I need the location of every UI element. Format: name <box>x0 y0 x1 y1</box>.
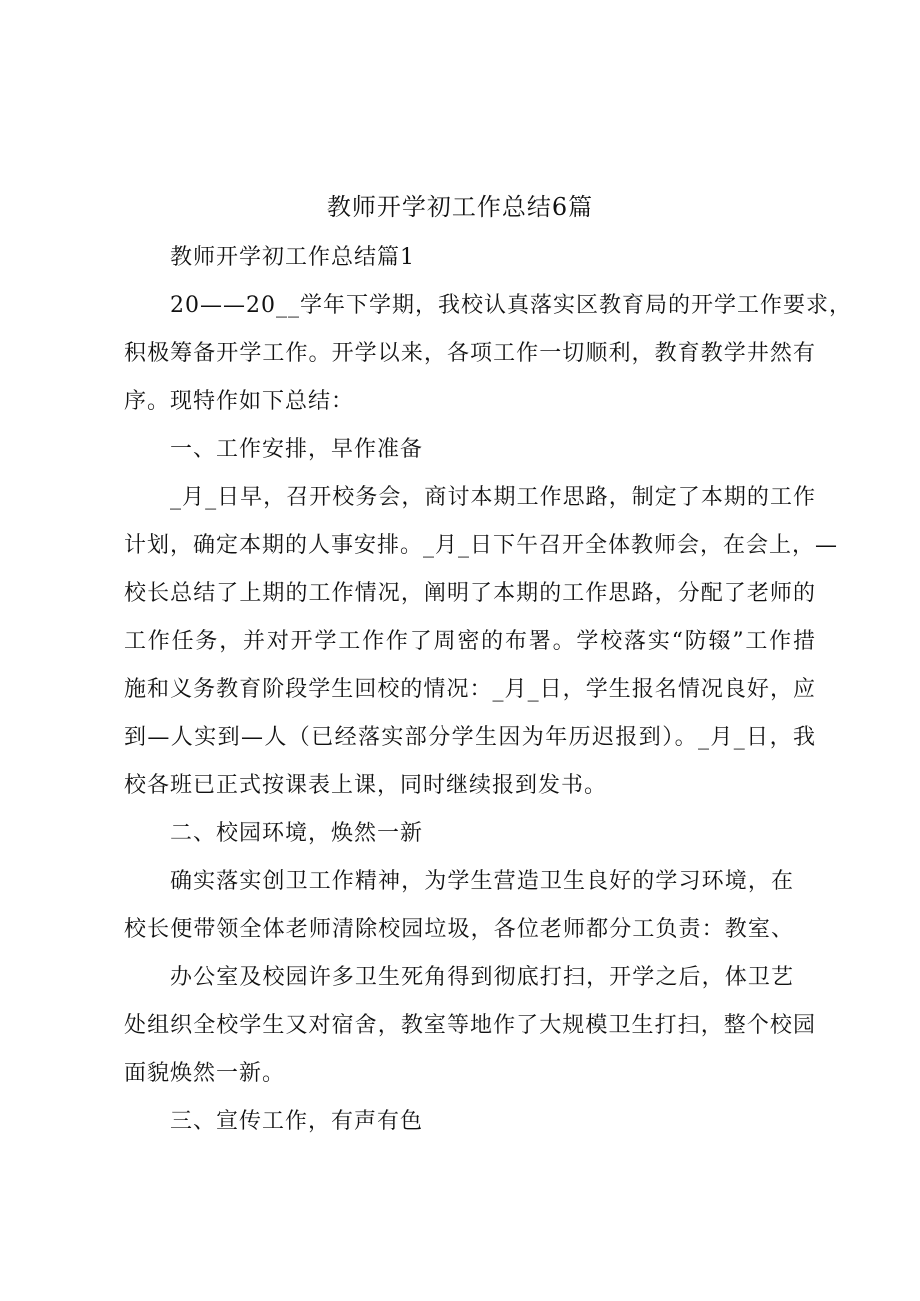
paragraph-line: _月_日早，召开校务会，商讨本期工作思路，制定了本期的工作 <box>170 485 816 510</box>
section-heading: 二、校园环境，焕然一新 <box>170 821 424 846</box>
paragraph-line: 计划，确定本期的人事安排。_月_日下午召开全体教师会，在会上，— <box>124 533 839 558</box>
paragraph-line: 到—人实到—人（已经落实部分学生因为年历迟报到）。_月_日，我 <box>124 725 816 750</box>
paragraph-line: 确实落实创卫工作精神，为学生营造卫生良好的学习环境，在 <box>170 869 794 894</box>
paragraph-line: 积极筹备开学工作。开学以来，各项工作一切顺利，教育教学井然有 <box>124 341 816 366</box>
paragraph-line: 校各班已正式按课表上课，同时继续报到发书。 <box>124 773 608 798</box>
paragraph-line: 序。现特作如下总结： <box>124 389 355 414</box>
section-heading: 三、宣传工作，有声有色 <box>170 1109 424 1134</box>
document-title: 教师开学初工作总结6篇 <box>326 193 594 221</box>
paragraph-line: 20——20__学年下学期，我校认真落实区教育局的开学工作要求， <box>170 293 852 318</box>
paragraph-line: 校长总结了上期的工作情况，阐明了本期的工作思路，分配了老师的 <box>124 581 816 606</box>
section-heading: 一、工作安排，早作准备 <box>170 437 424 462</box>
paragraph-line: 办公室及校园许多卫生死角得到彻底打扫，开学之后，体卫艺 <box>170 965 794 990</box>
section-heading-1: 教师开学初工作总结篇1 <box>170 245 415 270</box>
paragraph-line: 工作任务，并对开学工作作了周密的布署。学校落实“防辍”工作措 <box>124 629 816 654</box>
paragraph-line: 校长便带领全体老师清除校园垃圾，各位老师都分工负责：教室、 <box>124 917 794 942</box>
paragraph-line: 施和义务教育阶段学生回校的情况：_月_日，学生报名情况良好，应 <box>124 677 816 702</box>
paragraph-line: 面貌焕然一新。 <box>124 1061 286 1086</box>
paragraph-line: 处组织全校学生又对宿舍，教室等地作了大规模卫生打扫，整个校园 <box>124 1013 816 1038</box>
